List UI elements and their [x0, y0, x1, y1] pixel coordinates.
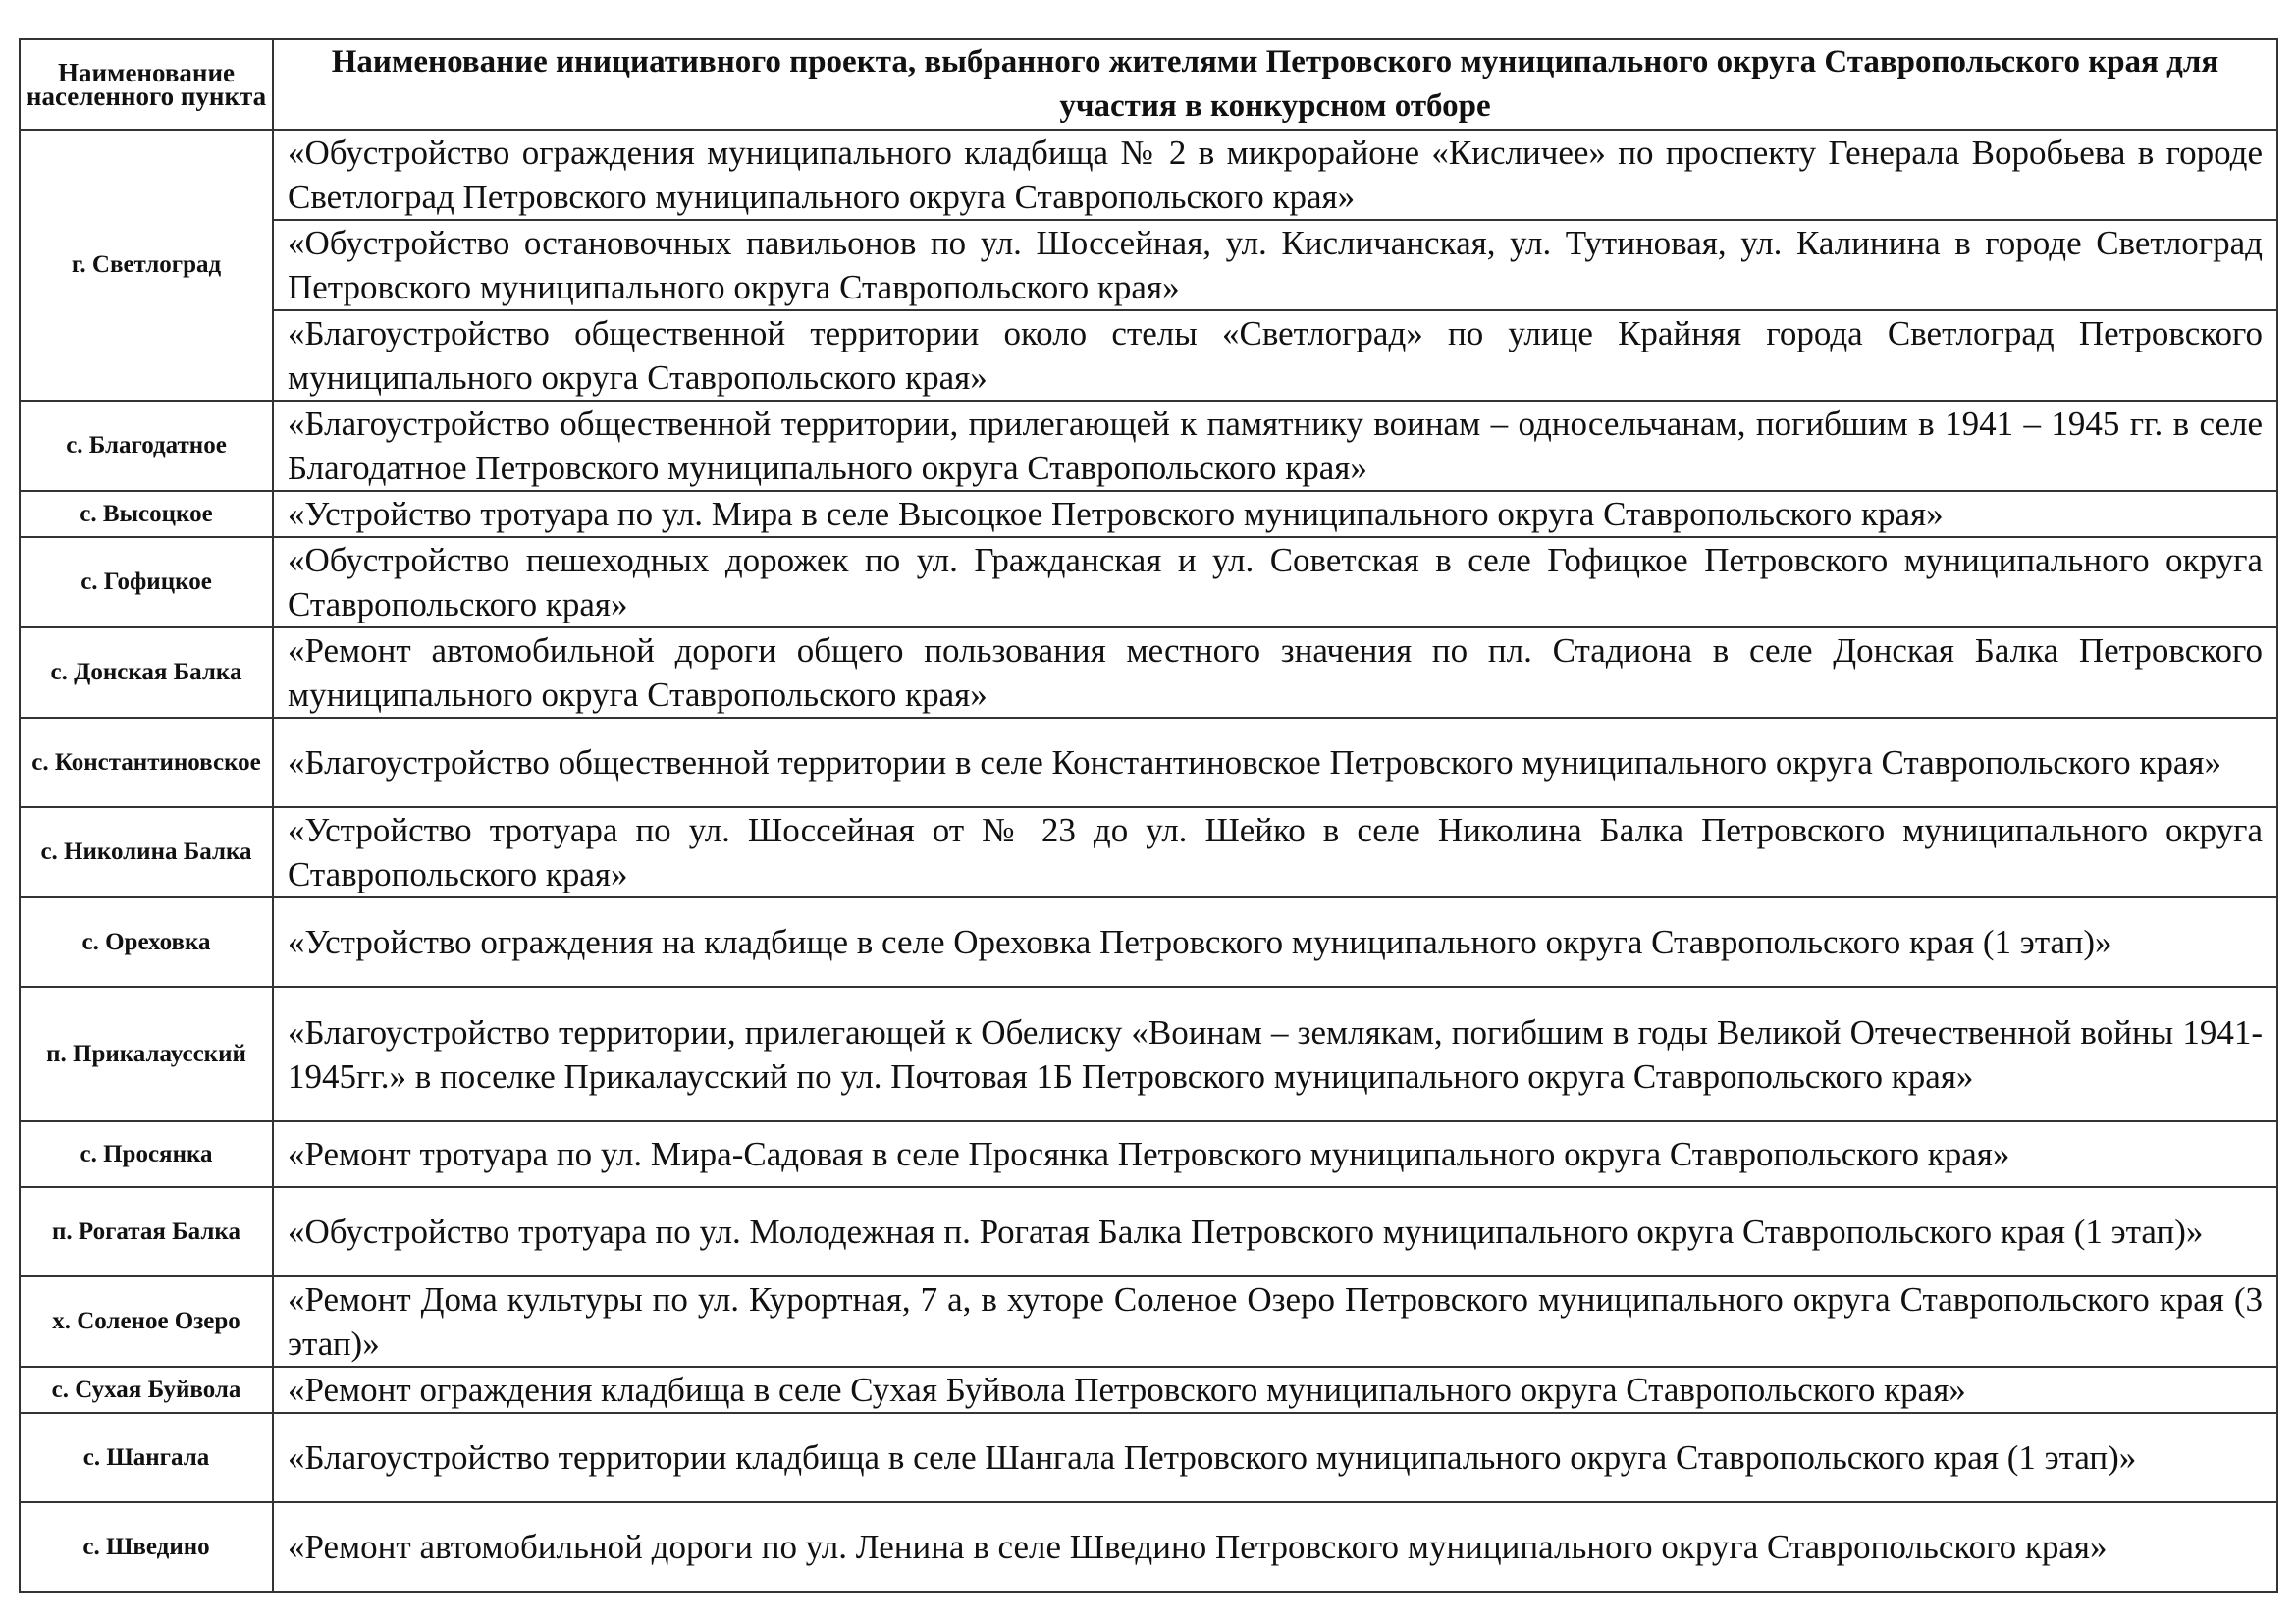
place-cell: с. Донская Балка: [20, 627, 273, 718]
project-cell: «Устройство ограждения на кладбище в селе Ореховка Петровского муниципального округа Ставропольского края (1 этап)»: [273, 897, 2277, 987]
place-cell: п. Прикалаусский: [20, 987, 273, 1121]
project-cell: «Ремонт Дома культуры по ул. Курортная, 7 а, в хуторе Соленое Озеро Петровского муниципального округа Ставропольского края (3 этап)»: [273, 1276, 2277, 1367]
table-row: [20, 718, 2277, 807]
header-project: Наименование инициативного проекта, выбранного жителями Петровского муниципального округа Ставропольского края для участия в конкурсном отборе: [273, 39, 2277, 130]
table-row: [20, 807, 2277, 897]
header-row: [20, 39, 2277, 130]
project-cell: «Ремонт ограждения кладбища в селе Сухая Буйвола Петровского муниципального округа Ставропольского края»: [273, 1367, 2277, 1413]
place-cell: с. Шведино: [20, 1502, 273, 1592]
project-cell: «Благоустройство общественной территории в селе Константиновское Петровского муниципального округа Ставропольского края»: [273, 718, 2277, 807]
table-row: [20, 310, 2277, 401]
project-cell: «Обустройство пешеходных дорожек по ул. Гражданская и ул. Советская в селе Гофицкое Петровского муниципального округа Ставропольского края»: [273, 537, 2277, 627]
project-cell: «Устройство тротуара по ул. Мира в селе Высоцкое Петровского муниципального округа Ставропольского края»: [273, 491, 2277, 537]
table-row: [20, 627, 2277, 718]
project-cell: «Благоустройство территории кладбища в селе Шангала Петровского муниципального округа Ставропольского края (1 этап)»: [273, 1413, 2277, 1502]
project-cell: «Ремонт автомобильной дороги по ул. Ленина в селе Шведино Петровского муниципального округа Ставропольского края»: [273, 1502, 2277, 1592]
table-row: [20, 401, 2277, 491]
project-cell: «Ремонт автомобильной дороги общего пользования местного значения по пл. Стадиона в селе Донская Балка Петровского муниципального округа Ставропольского края»: [273, 627, 2277, 718]
place-cell: с. Гофицкое: [20, 537, 273, 627]
table-row: [20, 1502, 2277, 1592]
table-row: [20, 1187, 2277, 1276]
table-row: [20, 130, 2277, 220]
place-cell: п. Рогатая Балка: [20, 1187, 273, 1276]
place-cell: с. Благодатное: [20, 401, 273, 491]
project-cell: «Благоустройство территории, прилегающей к Обелиску «Воинам – землякам, погибшим в годы Великой Отечественной войны 1941-1945гг.» в поселке Прикалаусский по ул. Почтовая 1Б Петровского муниципального округа Ставропольского края»: [273, 987, 2277, 1121]
table-row: [20, 897, 2277, 987]
table-row: [20, 1121, 2277, 1187]
project-cell: «Обустройство тротуара по ул. Молодежная п. Рогатая Балка Петровского муниципального округа Ставропольского края (1 этап)»: [273, 1187, 2277, 1276]
project-cell: «Обустройство ограждения муниципального кладбища № 2 в микрорайоне «Кисличее» по проспекту Генерала Воробьева в городе Светлоград Петровского муниципального округа Ставропольского края»: [273, 130, 2277, 220]
place-cell: х. Соленое Озеро: [20, 1276, 273, 1367]
table-row: [20, 1367, 2277, 1413]
place-cell: с. Николина Балка: [20, 807, 273, 897]
place-cell: с. Высоцкое: [20, 491, 273, 537]
table-row: [20, 1276, 2277, 1367]
place-cell: с. Шангала: [20, 1413, 273, 1502]
place-cell: с. Константиновское: [20, 718, 273, 807]
projects-table: [19, 38, 2278, 1593]
header-place: Наименование населенного пункта: [20, 39, 273, 130]
project-cell: «Благоустройство общественной территории, прилегающей к памятнику воинам – односельчанам, погибшим в 1941 – 1945 гг. в селе Благодатное Петровского муниципального округа Ставропольского края»: [273, 401, 2277, 491]
table-row: [20, 220, 2277, 310]
place-cell: с. Ореховка: [20, 897, 273, 987]
place-cell: с. Просянка: [20, 1121, 273, 1187]
table-row: [20, 491, 2277, 537]
project-cell: «Обустройство остановочных павильонов по ул. Шоссейная, ул. Кисличанская, ул. Тутиновая, ул. Калинина в городе Светлоград Петровского муниципального округа Ставропольского края»: [273, 220, 2277, 310]
project-cell: «Ремонт тротуара по ул. Мира-Садовая в селе Просянка Петровского муниципального округа Ставропольского края»: [273, 1121, 2277, 1187]
place-cell: с. Сухая Буйвола: [20, 1367, 273, 1413]
place-cell: г. Светлоград: [20, 130, 273, 401]
table-row: [20, 1413, 2277, 1502]
project-cell: «Благоустройство общественной территории около стелы «Светлоград» по улице Крайняя города Светлоград Петровского муниципального округа Ставропольского края»: [273, 310, 2277, 401]
project-cell: «Устройство тротуара по ул. Шоссейная от № 23 до ул. Шейко в селе Николина Балка Петровского муниципального округа Ставропольского края»: [273, 807, 2277, 897]
table-row: [20, 537, 2277, 627]
table-row: [20, 987, 2277, 1121]
